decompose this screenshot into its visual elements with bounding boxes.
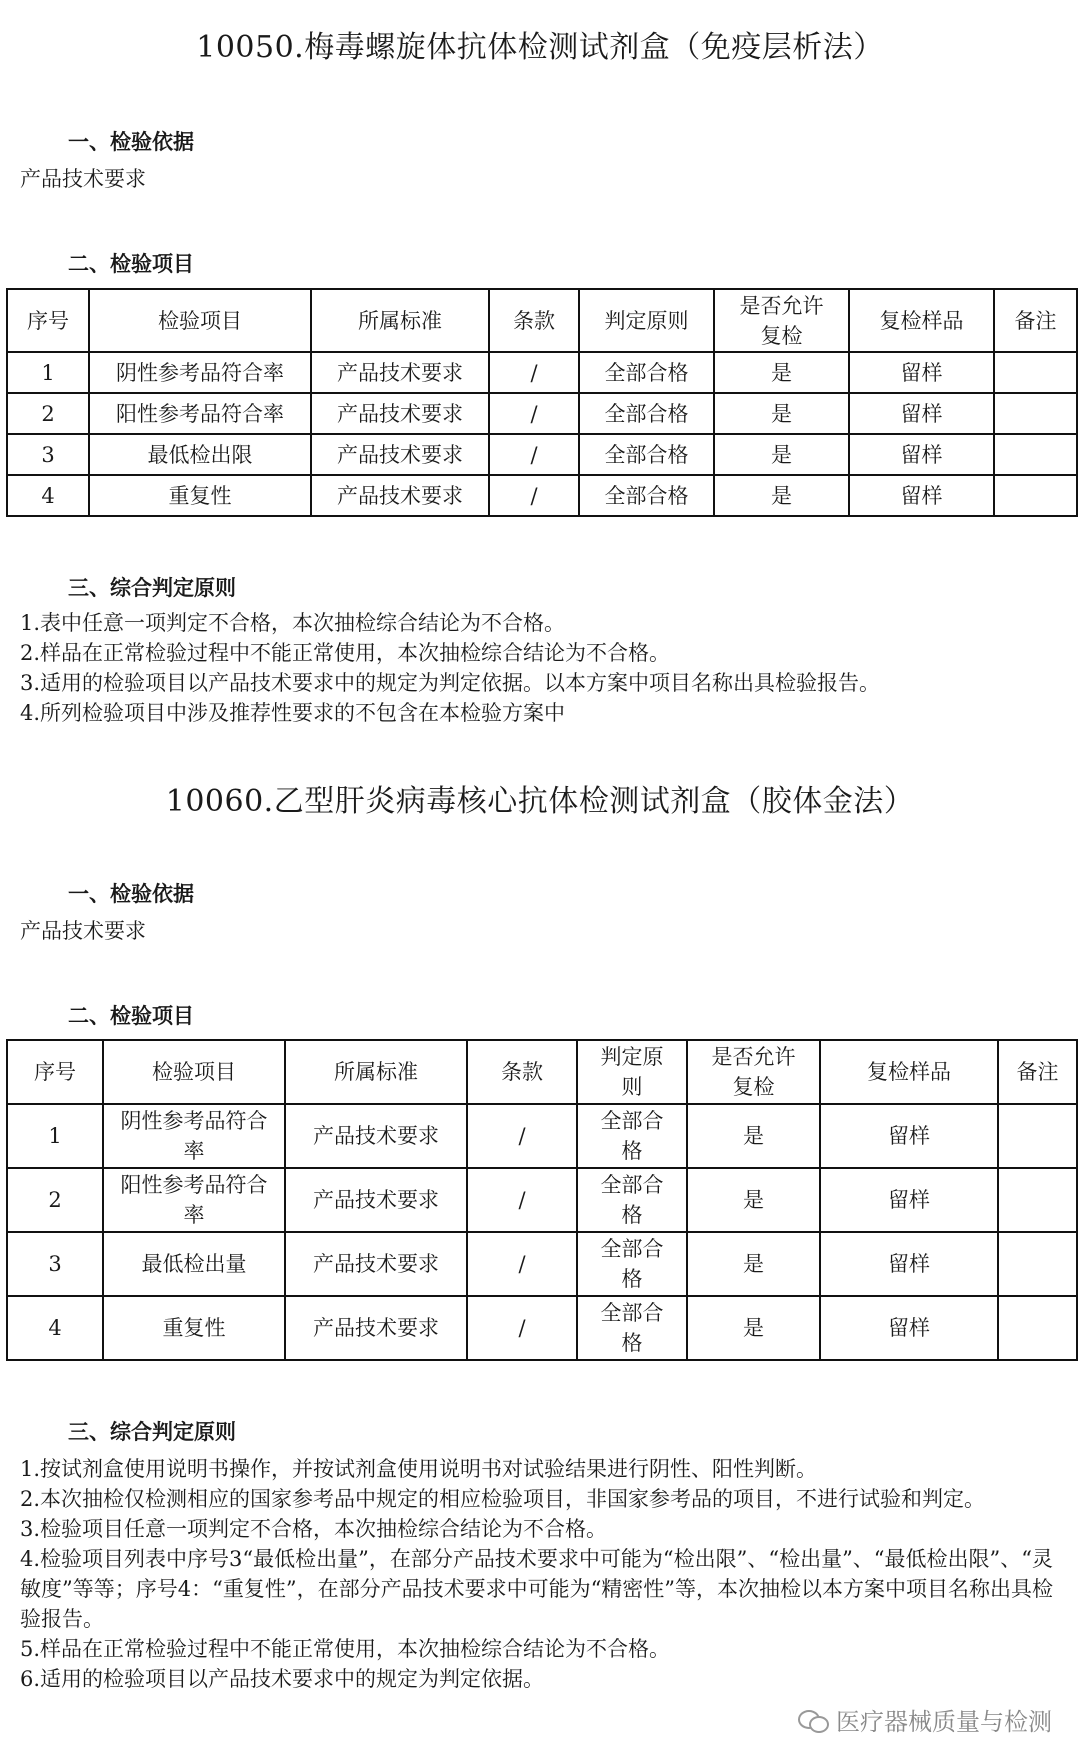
table-cell: 全部合格 bbox=[577, 1232, 687, 1296]
header-cell: 所属标准 bbox=[311, 289, 489, 352]
table-cell: 2 bbox=[7, 393, 89, 434]
table-cell bbox=[998, 1104, 1077, 1168]
table-cell: 产品技术要求 bbox=[311, 434, 489, 475]
table-row bbox=[7, 1296, 1077, 1360]
table-cell bbox=[998, 1232, 1077, 1296]
principle-item: 5.样品在正常检验过程中不能正常使用，本次抽检综合结论为不合格。 bbox=[20, 1637, 671, 1661]
table-row bbox=[7, 434, 1077, 475]
header-cell: 是否允许复检 bbox=[714, 289, 849, 352]
section1-basis-heading: 一、检验依据 bbox=[68, 130, 194, 154]
table-cell: 留样 bbox=[849, 434, 994, 475]
table-cell: 重复性 bbox=[89, 475, 311, 516]
header-cell: 判定原则 bbox=[577, 1040, 687, 1104]
table-cell: 留样 bbox=[849, 475, 994, 516]
table-cell: 3 bbox=[7, 1232, 103, 1296]
table-cell: 全部合格 bbox=[579, 434, 714, 475]
table-cell: 产品技术要求 bbox=[285, 1296, 467, 1360]
section1-title: 10050.梅毒螺旋体抗体检测试剂盒（免疫层析法） bbox=[196, 30, 884, 65]
section2-title: 10060.乙型肝炎病毒核心抗体检测试剂盒（胶体金法） bbox=[165, 784, 915, 819]
header-cell: 所属标准 bbox=[285, 1040, 467, 1104]
header-cell: 条款 bbox=[467, 1040, 577, 1104]
principle-item: 2.本次抽检仅检测相应的国家参考品中规定的相应检验项目，非国家参考品的项目，不进行试验和判定。 bbox=[20, 1487, 986, 1511]
watermark-text: 医疗器械质量与检测 bbox=[836, 1708, 1052, 1736]
table-cell: 2 bbox=[7, 1168, 103, 1232]
section2-items-heading: 二、检验项目 bbox=[68, 1004, 194, 1028]
section1-items-heading: 二、检验项目 bbox=[68, 252, 194, 276]
table-cell: / bbox=[489, 393, 579, 434]
table-cell: 留样 bbox=[820, 1104, 998, 1168]
section2-principles-list bbox=[20, 1454, 1060, 1694]
table-cell: 留样 bbox=[820, 1232, 998, 1296]
table-cell: 1 bbox=[7, 352, 89, 393]
principle-item: 4.检验项目列表中序号3“最低检出量”，在部分产品技术要求中可能为“检出限”、“检出量”、“最低检出限”、“灵敏度”等等；序号4：“重复性”，在部分产品技术要求中可能为“精密性”等，本次抽检以本方案中项目名称出具检验报告。 bbox=[20, 1547, 1054, 1631]
table-cell: 产品技术要求 bbox=[311, 393, 489, 434]
principle-item: 2.样品在正常检验过程中不能正常使用，本次抽检综合结论为不合格。 bbox=[20, 641, 671, 665]
table-cell: 3 bbox=[7, 434, 89, 475]
table-cell: 留样 bbox=[849, 352, 994, 393]
table-row bbox=[7, 1168, 1077, 1232]
table-cell: 是 bbox=[687, 1104, 820, 1168]
table-cell: 阴性参考品符合率 bbox=[89, 352, 311, 393]
table-cell: 最低检出限 bbox=[89, 434, 311, 475]
section2-principles-heading: 三、综合判定原则 bbox=[68, 1420, 236, 1444]
table-cell: / bbox=[489, 352, 579, 393]
table-cell: 产品技术要求 bbox=[311, 475, 489, 516]
table-cell: 4 bbox=[7, 1296, 103, 1360]
header-cell: 序号 bbox=[7, 289, 89, 352]
table-cell: 1 bbox=[7, 1104, 103, 1168]
table-cell: 是 bbox=[714, 434, 849, 475]
table-cell: 留样 bbox=[849, 393, 994, 434]
principle-item: 3.适用的检验项目以产品技术要求中的规定为判定依据。以本方案中项目名称出具检验报告。 bbox=[20, 671, 881, 695]
table-cell: 产品技术要求 bbox=[311, 352, 489, 393]
table-cell: 全部合格 bbox=[577, 1104, 687, 1168]
header-cell: 复检样品 bbox=[849, 289, 994, 352]
table-row bbox=[7, 393, 1077, 434]
table-cell: 全部合格 bbox=[577, 1296, 687, 1360]
table-cell: / bbox=[467, 1232, 577, 1296]
table-cell: 是 bbox=[714, 352, 849, 393]
section1-inspection-table bbox=[6, 288, 1078, 517]
table-cell: 全部合格 bbox=[579, 393, 714, 434]
header-cell: 是否允许复检 bbox=[687, 1040, 820, 1104]
section1-principles-heading: 三、综合判定原则 bbox=[68, 576, 236, 600]
table-cell: 阳性参考品符合率 bbox=[89, 393, 311, 434]
section1-basis-text: 产品技术要求 bbox=[20, 167, 146, 191]
table-row bbox=[7, 352, 1077, 393]
header-cell: 判定原则 bbox=[579, 289, 714, 352]
header-cell: 复检样品 bbox=[820, 1040, 998, 1104]
table-cell bbox=[994, 352, 1077, 393]
table-cell bbox=[994, 393, 1077, 434]
header-cell: 检验项目 bbox=[103, 1040, 285, 1104]
section2-basis-text: 产品技术要求 bbox=[20, 919, 146, 943]
principle-item: 1.按试剂盒使用说明书操作，并按试剂盒使用说明书对试验结果进行阴性、阳性判断。 bbox=[20, 1457, 818, 1481]
table-cell: 是 bbox=[687, 1168, 820, 1232]
table-cell: 是 bbox=[687, 1232, 820, 1296]
table-cell bbox=[994, 475, 1077, 516]
table-row bbox=[7, 475, 1077, 516]
table-cell: 4 bbox=[7, 475, 89, 516]
table-cell: 重复性 bbox=[103, 1296, 285, 1360]
table-cell: 阳性参考品符合率 bbox=[103, 1168, 285, 1232]
table-cell: 是 bbox=[714, 475, 849, 516]
section2-inspection-table bbox=[6, 1039, 1078, 1361]
table-cell bbox=[998, 1168, 1077, 1232]
table-cell: 留样 bbox=[820, 1168, 998, 1232]
header-cell: 序号 bbox=[7, 1040, 103, 1104]
header-cell: 备注 bbox=[994, 289, 1077, 352]
table-cell: 是 bbox=[687, 1296, 820, 1360]
table-cell: 是 bbox=[714, 393, 849, 434]
table-cell: 全部合格 bbox=[577, 1168, 687, 1232]
header-cell: 备注 bbox=[998, 1040, 1077, 1104]
table-header-row bbox=[7, 289, 1077, 352]
table-cell: 产品技术要求 bbox=[285, 1168, 467, 1232]
table-cell bbox=[994, 434, 1077, 475]
table-row bbox=[7, 1104, 1077, 1168]
wechat-icon bbox=[798, 1708, 828, 1732]
principle-item: 6.适用的检验项目以产品技术要求中的规定为判定依据。 bbox=[20, 1667, 545, 1691]
principle-item: 3.检验项目任意一项判定不合格，本次抽检综合结论为不合格。 bbox=[20, 1517, 608, 1541]
table-cell: / bbox=[489, 434, 579, 475]
principle-item: 1.表中任意一项判定不合格，本次抽检综合结论为不合格。 bbox=[20, 611, 566, 635]
table-cell: 全部合格 bbox=[579, 352, 714, 393]
table-header-row bbox=[7, 1040, 1077, 1104]
watermark bbox=[798, 1702, 1052, 1737]
section2-basis-heading: 一、检验依据 bbox=[68, 882, 194, 906]
table-cell bbox=[998, 1296, 1077, 1360]
table-cell: / bbox=[489, 475, 579, 516]
principle-item: 4.所列检验项目中涉及推荐性要求的不包含在本检验方案中 bbox=[20, 701, 566, 725]
header-cell: 检验项目 bbox=[89, 289, 311, 352]
table-cell: 留样 bbox=[820, 1296, 998, 1360]
table-cell: 产品技术要求 bbox=[285, 1232, 467, 1296]
table-cell: 最低检出量 bbox=[103, 1232, 285, 1296]
header-cell: 条款 bbox=[489, 289, 579, 352]
table-cell: / bbox=[467, 1296, 577, 1360]
section1-principles-list bbox=[20, 608, 1060, 728]
table-row bbox=[7, 1232, 1077, 1296]
table-cell: / bbox=[467, 1104, 577, 1168]
table-cell: 产品技术要求 bbox=[285, 1104, 467, 1168]
table-cell: 阴性参考品符合率 bbox=[103, 1104, 285, 1168]
table-cell: 全部合格 bbox=[579, 475, 714, 516]
table-cell: / bbox=[467, 1168, 577, 1232]
